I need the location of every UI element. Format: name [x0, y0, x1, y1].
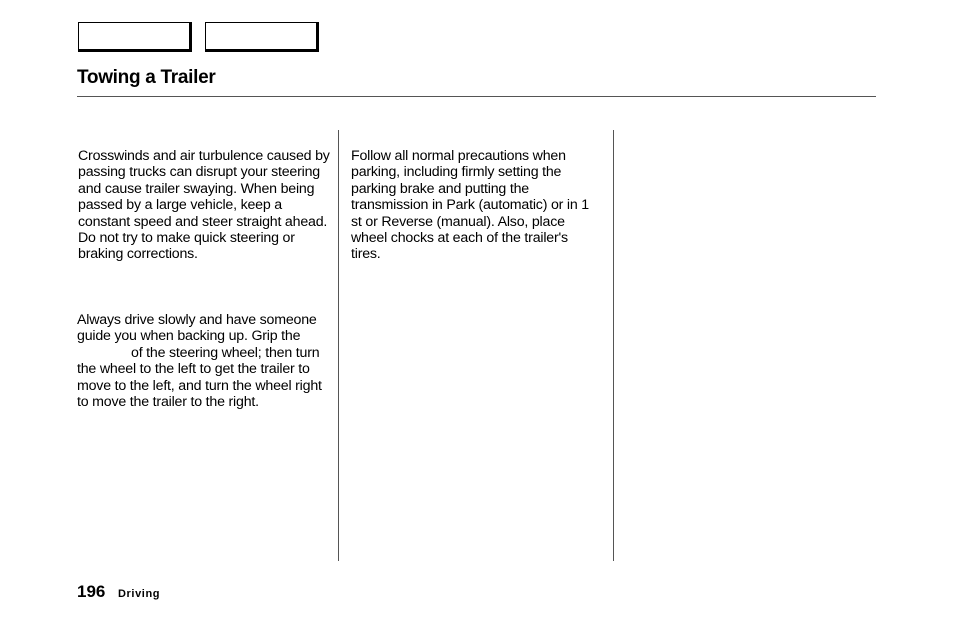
column-divider-left: [338, 130, 339, 561]
title-divider: [77, 96, 876, 97]
crosswinds-paragraph: Crosswinds and air turbulence caused by passing trucks can disrupt your steering and cause trailer swaying. When being passed by a large vehicle, keep a constant speed and steer straight ahead. Do not try to make quick steering or braking corrections.: [78, 148, 330, 263]
next-page-button[interactable]: [205, 22, 319, 52]
parking-paragraph: Follow all normal precautions when parking, including firmly setting the parking brake and putting the transmission in Park (automatic) or in 1 st or Reverse (manual). Also, place wheel chocks at each of the trailer's tires.: [351, 148, 590, 263]
page-title: Towing a Trailer: [77, 67, 216, 88]
column-divider-right: [613, 130, 614, 561]
backing-up-paragraph: [77, 312, 335, 410]
backing-up-text-end: of the steering wheel; then turn the wheel to the left to get the trailer to move to the left, and turn the wheel right to move the trailer to the right.: [77, 344, 322, 411]
section-name: Driving: [118, 588, 161, 600]
page-number: 196: [77, 582, 106, 601]
backing-up-text-start: Always drive slowly and have someone guide you when backing up. Grip the: [77, 312, 317, 345]
previous-page-button[interactable]: [78, 22, 192, 52]
